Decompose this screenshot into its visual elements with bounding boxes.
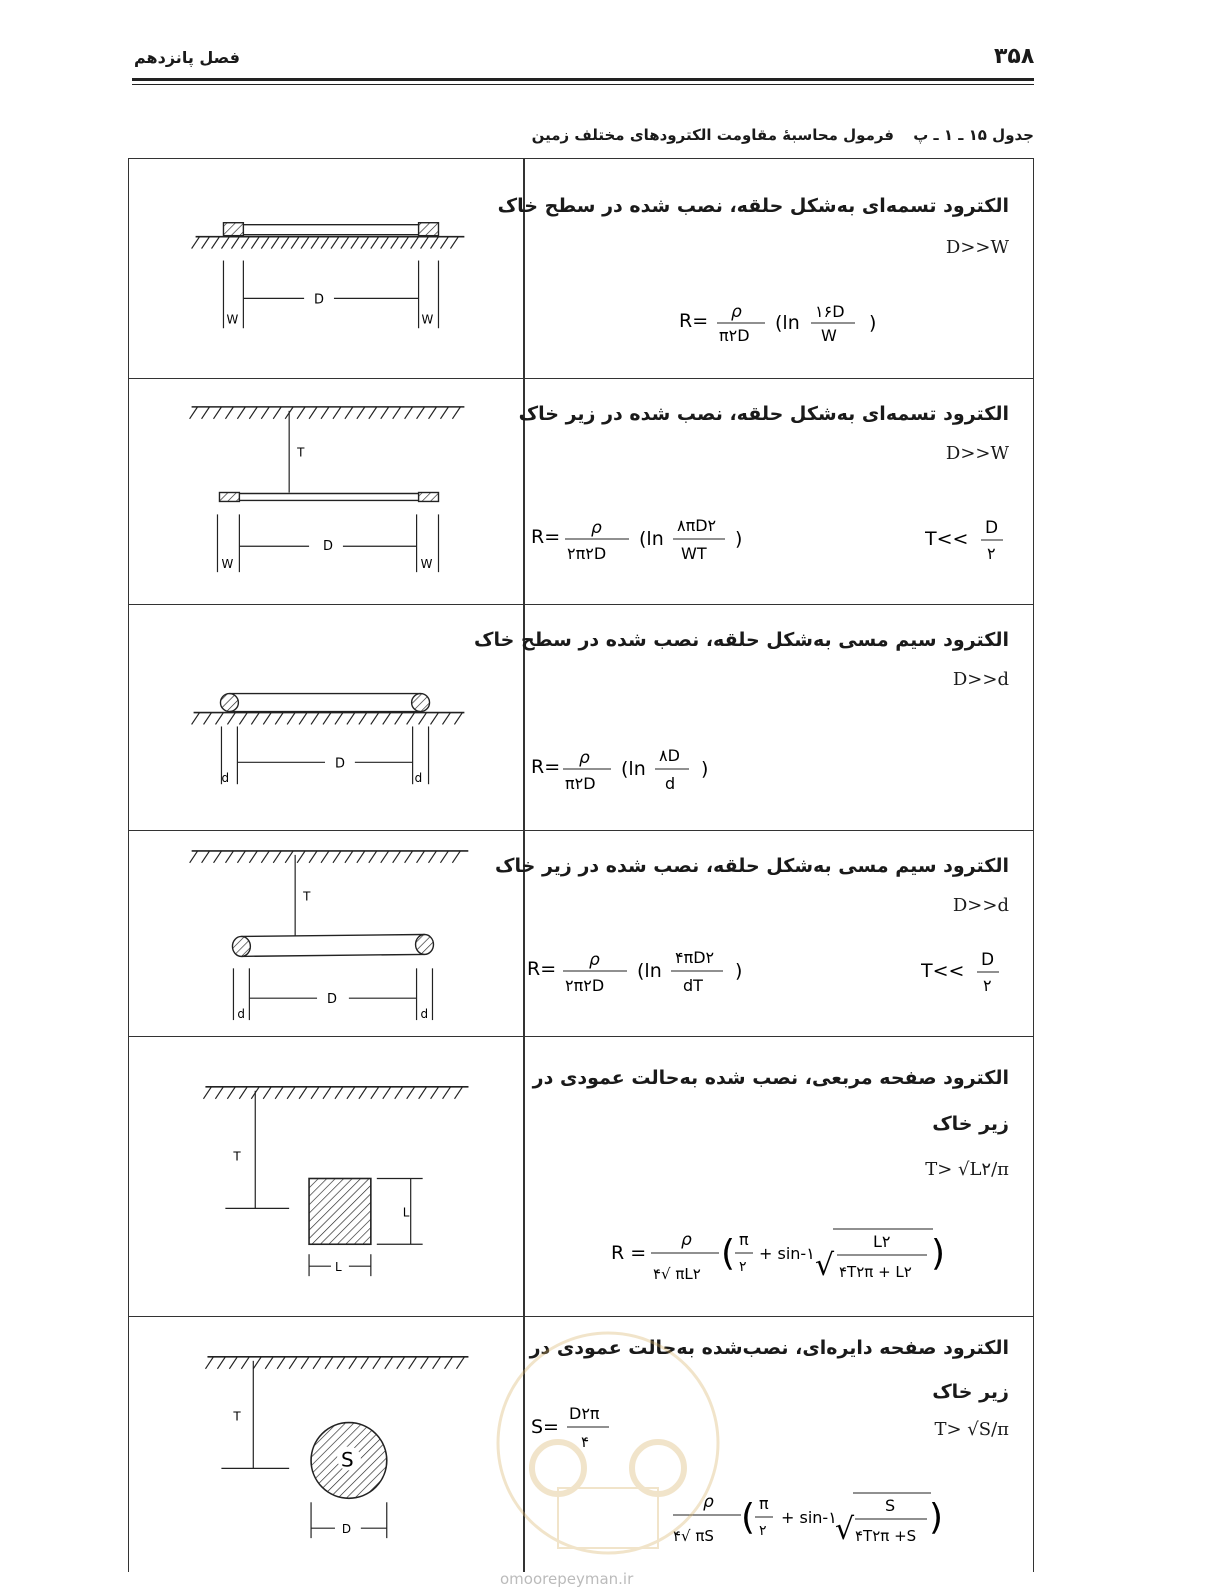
fig-label-l: L xyxy=(334,1260,342,1275)
table-title: فرمول محاسبهٔ مقاومت الکترودهای مختلف زمین xyxy=(531,126,895,144)
svg-text:D: D xyxy=(985,518,999,538)
square-plate-figure xyxy=(129,1037,523,1316)
svg-text:۲: ۲ xyxy=(983,976,992,995)
svg-text:R =: R = xyxy=(611,1242,647,1264)
svg-text:۸πD۲: ۸πD۲ xyxy=(677,516,717,535)
svg-text:WT: WT xyxy=(681,544,707,563)
resistance-formula xyxy=(531,511,771,572)
fig-label-d: D xyxy=(326,992,337,1008)
fig-label-d: D xyxy=(341,1522,352,1537)
svg-text:π۲D: π۲D xyxy=(719,326,750,345)
svg-text:T<<: T<< xyxy=(925,528,969,550)
svg-text:ρ: ρ xyxy=(703,1492,714,1512)
svg-text:R=: R= xyxy=(679,310,709,332)
svg-text:π۲D: π۲D xyxy=(565,774,596,793)
fig-label-w: W xyxy=(421,312,434,327)
resistance-formula xyxy=(679,297,899,352)
svg-text:ρ: ρ xyxy=(579,748,590,768)
svg-text:(ln: (ln xyxy=(637,960,662,982)
svg-text:(ln: (ln xyxy=(775,312,800,334)
svg-text:(: ( xyxy=(721,1233,736,1274)
electrode-condition: D>>W xyxy=(945,443,1009,464)
svg-text:ρ: ρ xyxy=(731,302,742,322)
svg-text:): ) xyxy=(931,1233,946,1274)
electrode-description-cont: زیر خاک xyxy=(932,1381,1009,1403)
table-number: جدول ۱۵ ـ ۱ ـ پ xyxy=(913,126,1034,144)
buried-strip-ring-figure xyxy=(129,379,523,604)
fig-label-w: W xyxy=(420,557,433,572)
electrode-description-cont: زیر خاک xyxy=(932,1113,1009,1135)
fig-label-small-d: d xyxy=(414,771,423,786)
svg-text:+ sin-۱: + sin-۱ xyxy=(781,1508,837,1527)
svg-text:۲π۲D: ۲π۲D xyxy=(567,544,607,563)
watermark-logo xyxy=(488,1318,728,1568)
table-row xyxy=(129,378,1033,604)
resistance-formula xyxy=(611,1215,951,1296)
fig-label-t: T xyxy=(297,445,305,460)
table-row xyxy=(129,830,1033,1036)
page-number: ۳۵۸ xyxy=(994,44,1035,69)
svg-text:π: π xyxy=(759,1494,769,1513)
fig-label-t: T xyxy=(303,889,311,904)
svg-text:T<<: T<< xyxy=(921,960,965,982)
svg-text:√: √ xyxy=(835,1512,855,1547)
fig-label-d: D xyxy=(334,756,345,772)
svg-text:R=: R= xyxy=(527,958,557,980)
fig-label-l: L xyxy=(402,1205,410,1220)
svg-text:d: d xyxy=(665,774,676,793)
header-rule xyxy=(132,78,1034,81)
electrode-condition: T> √L۲/π xyxy=(925,1159,1009,1180)
electrode-description: الکترود تسمه‌ای به‌شکل حلقه، نصب شده در سطح خاک xyxy=(497,195,1009,217)
table-row xyxy=(129,158,1033,378)
svg-text:۲: ۲ xyxy=(739,1259,747,1275)
table-caption xyxy=(532,126,1034,144)
electrode-description: الکترود تسمه‌ای به‌شکل حلقه، نصب شده در زیر خاک xyxy=(518,403,1009,425)
svg-text:۴T۲π +S: ۴T۲π +S xyxy=(855,1527,917,1545)
circular-plate-figure xyxy=(129,1317,523,1572)
electrode-condition: D>>d xyxy=(952,895,1009,916)
svg-text:۴: ۴ xyxy=(581,1433,590,1451)
svg-text:S: S xyxy=(885,1496,896,1515)
svg-text:ρ: ρ xyxy=(589,950,600,970)
buried-wire-ring-figure xyxy=(129,831,523,1036)
svg-text:√: √ xyxy=(815,1248,835,1283)
fig-label-w: W xyxy=(221,557,234,572)
svg-text:۴√ πS: ۴√ πS xyxy=(673,1527,714,1545)
svg-text:۱۶D: ۱۶D xyxy=(815,302,845,321)
svg-text:S=: S= xyxy=(531,1416,559,1438)
electrode-condition: T> √S/π xyxy=(934,1419,1009,1440)
svg-text:R=: R= xyxy=(531,526,561,548)
svg-text:(: ( xyxy=(741,1497,756,1538)
svg-text:(ln: (ln xyxy=(639,528,664,550)
fig-label-w: W xyxy=(226,312,239,327)
svg-text:۴√ πL۲: ۴√ πL۲ xyxy=(653,1265,701,1283)
fig-label-t: T xyxy=(233,1149,241,1164)
fig-label-d: D xyxy=(323,539,333,555)
svg-text:): ) xyxy=(701,758,709,780)
resistance-formula xyxy=(527,943,767,1004)
svg-text:۸D: ۸D xyxy=(659,746,680,765)
svg-text:۴πD۲: ۴πD۲ xyxy=(675,948,715,967)
svg-text:۲: ۲ xyxy=(759,1523,767,1539)
svg-text:ρ: ρ xyxy=(591,518,602,538)
svg-text:L۲: L۲ xyxy=(873,1232,891,1251)
depth-condition xyxy=(925,515,1009,570)
surface-wire-ring-figure xyxy=(129,605,523,830)
electrode-condition: D>>W xyxy=(945,237,1009,258)
svg-text:ρ: ρ xyxy=(681,1230,692,1250)
watermark-text: omoorepeyman.ir xyxy=(500,1570,634,1588)
svg-text:D: D xyxy=(981,950,995,970)
table-row xyxy=(129,604,1033,830)
svg-text:۴T۲π + L۲: ۴T۲π + L۲ xyxy=(839,1263,912,1281)
depth-condition xyxy=(921,947,1005,1002)
electrode-description: الکترود صفحه دایره‌ای، نصب‌شده به‌حالت عمودی در xyxy=(529,1337,1009,1359)
svg-text:W: W xyxy=(821,326,837,345)
svg-text:R=: R= xyxy=(531,756,561,778)
svg-text:): ) xyxy=(929,1497,944,1538)
header-rule-thin xyxy=(132,84,1034,85)
svg-text:dT: dT xyxy=(683,976,703,995)
svg-text:۲π۲D: ۲π۲D xyxy=(565,976,605,995)
svg-text:): ) xyxy=(869,312,877,334)
svg-text:π: π xyxy=(739,1230,749,1249)
surface-strip-ring-figure xyxy=(129,159,523,378)
table-row xyxy=(129,1036,1033,1316)
svg-text:): ) xyxy=(735,960,743,982)
fig-label-d: D xyxy=(314,292,325,308)
svg-text:D۲π: D۲π xyxy=(569,1404,600,1423)
electrode-condition: D>>d xyxy=(952,669,1009,690)
resistance-formula xyxy=(531,741,751,802)
svg-text:۲: ۲ xyxy=(987,544,996,563)
fig-label-small-d: d xyxy=(420,1007,429,1022)
fig-label-small-d: d xyxy=(237,1007,246,1022)
fig-label-s: S xyxy=(340,1448,354,1472)
electrode-description: الکترود سیم مسی به‌شکل حلقه، نصب شده در زیر خاک xyxy=(495,855,1009,877)
chapter-title: فصل پانزدهم xyxy=(134,48,240,67)
fig-label-small-d: d xyxy=(221,771,230,786)
svg-text:(ln: (ln xyxy=(621,758,646,780)
electrode-description: الکترود سیم مسی به‌شکل حلقه، نصب شده در سطح خاک xyxy=(474,629,1009,651)
svg-text:+ sin-۱: + sin-۱ xyxy=(759,1244,815,1263)
svg-text:): ) xyxy=(735,528,743,550)
electrode-description: الکترود صفحه مربعی، نصب شده به‌حالت عمودی در xyxy=(532,1067,1009,1089)
fig-label-t: T xyxy=(233,1409,241,1424)
